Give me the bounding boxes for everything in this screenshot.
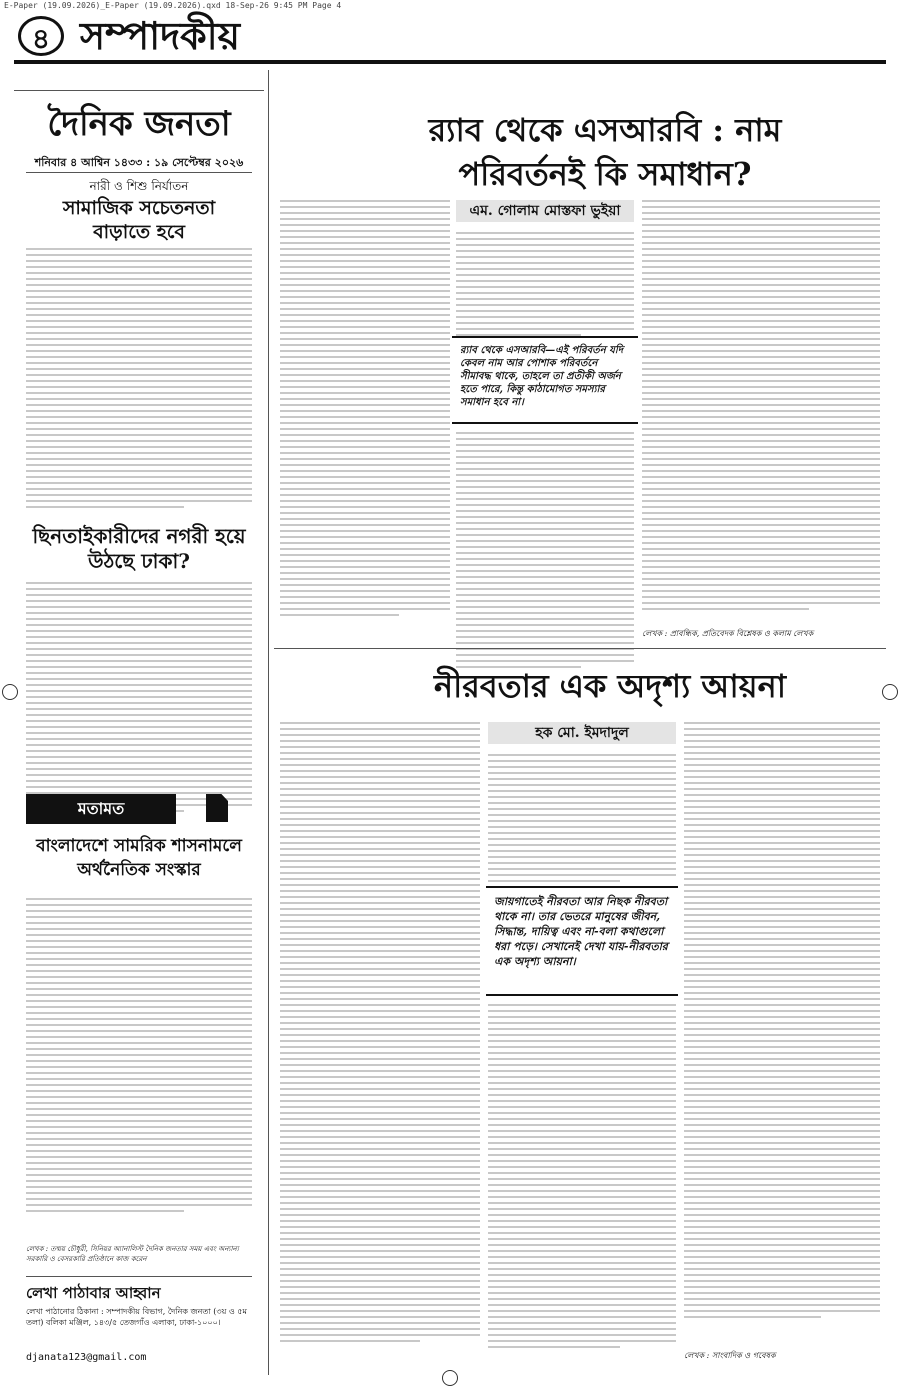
editorial-2-body — [26, 582, 252, 816]
registration-mark-right — [882, 684, 898, 700]
article-1-col-2 — [456, 232, 634, 340]
opinion-title: বাংলাদেশে সামরিক শাসনামলে অর্থনৈতিক সংস্কার — [36, 836, 242, 880]
article-2-col-1 — [280, 722, 480, 1346]
masthead-title: দৈনিক জনতা — [47, 104, 231, 144]
submission-email[interactable]: djanata123@gmail.com — [26, 1352, 147, 1363]
article-1-byline: এম. গোলাম মোস্তফা ভুইয়া — [456, 200, 634, 222]
submission-text: লেখা পাঠানোর ঠিকানা : সম্পাদকীয় বিভাগ, দৈনিক জনতা (৩য় ও ৫ম তলা) বলিকা মঞ্জিল, ১৪৩/৫ তেজগাঁও এলাকা, ঢাকা-১০০০। — [26, 1307, 247, 1327]
editorial-2-title: ছিনতাইকারীদের নগরী হয়ে উঠছে ঢাকা? — [32, 524, 246, 573]
file-info-line: E-Paper (19.09.2026)_E-Paper (19.09.2026).qxd 18-Sep-26 9:45 PM Page 4 — [4, 1, 342, 10]
article-2-pullquote: জায়গাতেই নীরবতা আর নিছক নীরবতা থাকে না। তার ভেতরে মানুষের জীবন, সিদ্ধান্ত, দায়িত্ব এবং না-বলা কথাগুলো ধরা পড়ে। সেখানেই দেখা যায়-নীরবতার এক অদৃশ্য আয়না। — [486, 886, 678, 996]
article-2-col-2 — [488, 754, 676, 886]
registration-mark-bottom — [442, 1370, 458, 1386]
opinion-footnote: লেখক : তন্ময় চৌধুরী, সিনিয়র অ্যানালিস্ট দৈনিক জনতার সময় এবং অন্যান্য সরকারি ও বেসরকারি প্রতিষ্ঠানে কাজ করেন — [26, 1245, 239, 1263]
editorial-body — [26, 248, 252, 512]
opinion-body — [26, 898, 252, 1216]
opinion-label: মতামত — [26, 794, 176, 824]
article-1-title: র‍্যাব থেকে এসআরবি : নাম পরিবর্তনই কি সমাধান? — [428, 111, 782, 193]
article-2-byline: হক মো. ইমদাদুল — [488, 722, 676, 744]
page-number: ৪ — [18, 16, 64, 56]
editorial-kicker: নারী ও শিশু নির্যাতন — [89, 179, 189, 193]
article-1-col-1 — [280, 200, 450, 620]
section-title: সম্পাদকীয় — [80, 13, 240, 58]
registration-mark-left — [2, 684, 18, 700]
article-2-title: নীরবতার এক অদৃশ্য আয়না — [433, 667, 786, 705]
article-1-col-2b — [456, 432, 634, 672]
article-1-col-3 — [642, 200, 880, 614]
editorial-title: সামাজিক সচেতনতা বাড়াতে হবে — [62, 197, 216, 243]
article-2-col-2b — [488, 1004, 676, 1352]
document-icon — [206, 794, 228, 822]
article-1-footnote: লেখক : প্রাবন্ধিক, প্রতিবেদক বিশ্লেষক ও কলাম লেখক — [642, 629, 814, 638]
article-2-footnote: লেখক : সাংবাদিক ও গবেষক — [684, 1351, 776, 1360]
article-1-pullquote: র‍্যাব থেকে এসআরবি—এই পরিবর্তন যদি কেবল নাম আর পোশাক পরিবর্তনে সীমাবদ্ধ থাকে, তাহলে তা প্রতীকী অর্জন হতে পারে, কিন্তু কাঠামোগত সমস্যার সমাধান হবে না। — [452, 336, 638, 424]
header-rule — [14, 60, 886, 64]
article-2-col-3 — [684, 722, 880, 1322]
submission-title: লেখা পাঠাবার আহ্বান — [26, 1284, 161, 1302]
masthead-date: শনিবার ৪ আশ্বিন ১৪৩৩ : ১৯ সেপ্টেম্বর ২০২৬ — [34, 156, 244, 169]
